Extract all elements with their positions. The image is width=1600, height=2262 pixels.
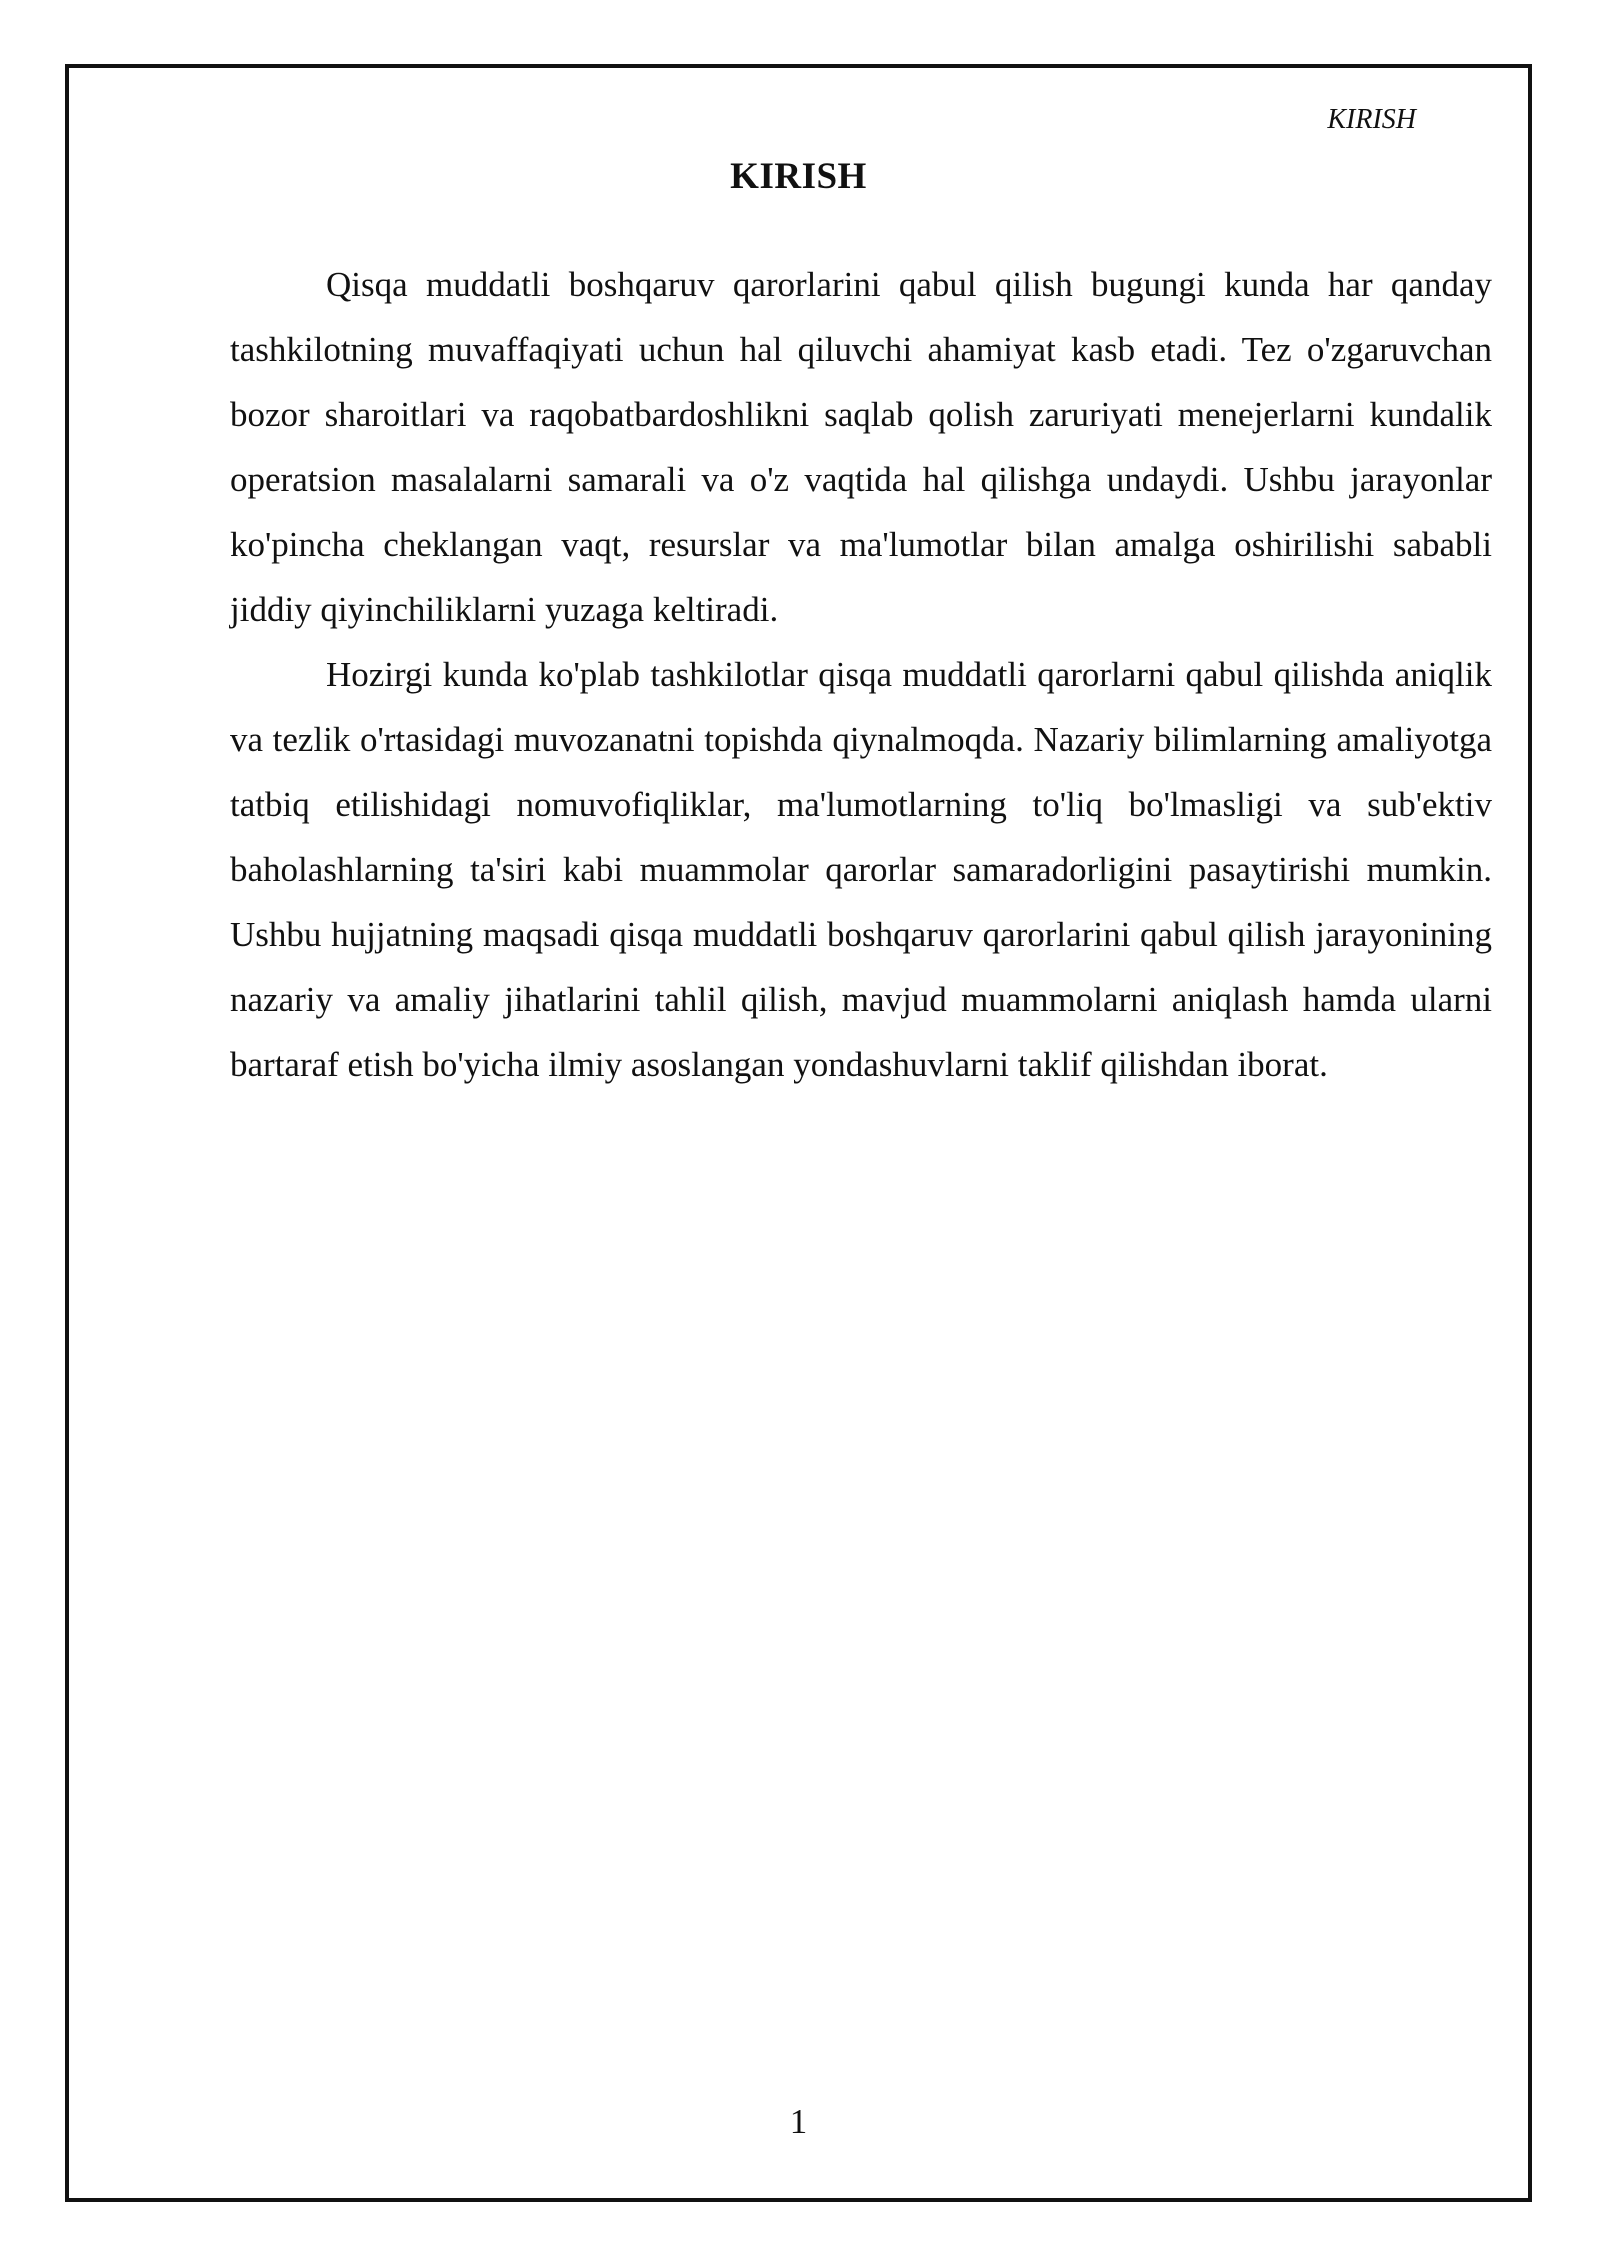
paragraph: Qisqa muddatli boshqaruv qarorlarini qabul qilish bugungi kunda har qanday tashkilotning muvaffaqiyati uchun hal qiluvchi ahamiyat kasb etadi. Tez o'zgaruvchan bozor sharoitlari va raqobatbardoshlikni saqlab qolish zaruriyati menejerlarni kundalik operatsion masalalarni samarali va o'z vaqtida hal qilishga undaydi. Ushbu jarayonlar ko'pincha cheklangan vaqt, resurslar va ma'lumotlar bilan amalga oshirilishi sababli jiddiy qiyinchiliklarni yuzaga keltiradi.	[230, 265, 1492, 629]
section-title: KIRISH	[730, 156, 867, 197]
body-text	[230, 252, 1492, 1097]
running-header: KIRISH	[1327, 104, 1416, 135]
page-frame	[65, 64, 1532, 2202]
paragraph: Hozirgi kunda ko'plab tashkilotlar qisqa muddatli qarorlarni qabul qilishda aniqlik va tezlik o'rtasidagi muvozanatni topishda qiynalmoqda. Nazariy bilimlarning amaliyotga tatbiq etilishidagi nomuvofiqliklar, ma'lumotlarning to'liq bo'lmasligi va sub'ektiv baholashlarning ta'siri kabi muammolar qarorlar samaradorligini pasaytirishi mumkin. Ushbu hujjatning maqsadi qisqa muddatli boshqaruv qarorlarini qabul qilish jarayonining nazariy va amaliy jihatlarini tahlil qilish, mavjud muammolarni aniqlash hamda ularni bartaraf etish bo'yicha ilmiy asoslangan yondashuvlarni taklif qilishdan iborat.	[230, 655, 1492, 1084]
page-number: 1	[789, 2102, 808, 2141]
